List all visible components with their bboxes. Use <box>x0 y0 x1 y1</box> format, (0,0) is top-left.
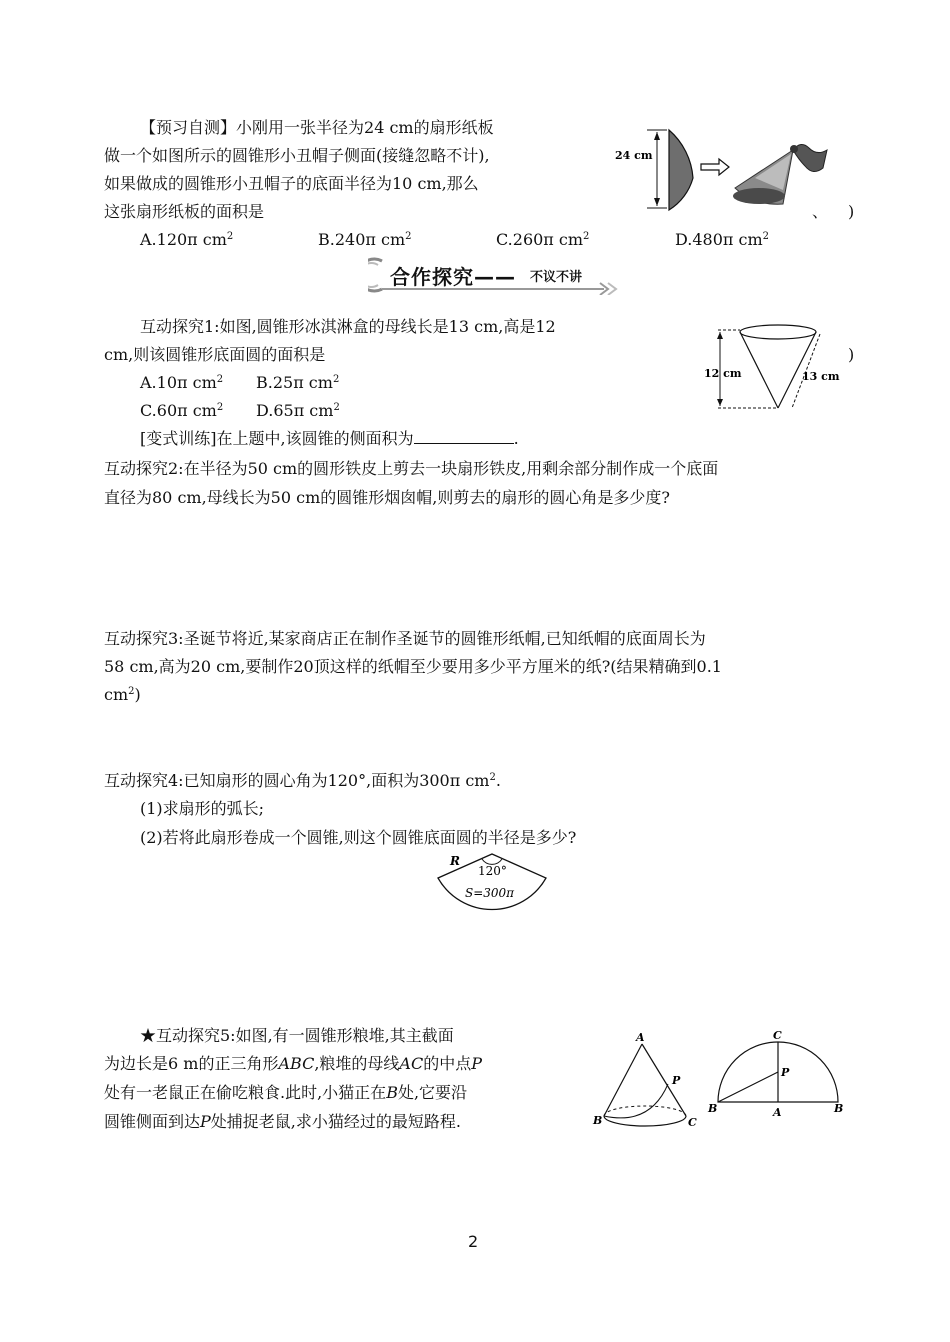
q1-variant: [变式训练]在上题中,该圆锥的侧面积为 . <box>140 429 519 448</box>
q3-line-2: 58 cm,高为20 cm,要制作20顶这样的纸帽至少要用多少平方厘米的纸?(结果精确到0.1 <box>104 657 722 676</box>
cooperative-inquiry-banner <box>368 255 618 295</box>
grain-pile-figure <box>590 1030 850 1140</box>
semi-label-c: C <box>773 1030 782 1042</box>
page-number: 2 <box>468 1232 479 1251</box>
preview-option-d: D.480π $cm^2$ <box>675 230 769 249</box>
height-label: 12 cm <box>704 367 742 380</box>
slant-label: 13 cm <box>802 370 840 383</box>
q1-line-2: cm,则该圆锥形底面圆的面积是 <box>104 345 326 364</box>
preview-line-2: 做一个如图所示的圆锥形小丑帽子侧面(接缝忽略不计), <box>104 146 490 165</box>
preview-option-b: B.240π $cm^2$ <box>318 230 412 249</box>
answer-blank[interactable] <box>414 429 514 444</box>
q5-line-4: 圆锥侧面到达P处捕捉老鼠,求小猫经过的最短路程. <box>104 1112 461 1131</box>
sector-area-label: S=300π <box>465 886 515 900</box>
radius-label: 24 cm <box>615 149 653 162</box>
semi-label-a: A <box>773 1106 782 1119</box>
preview-line-4: 这张扇形纸板的面积是 <box>104 202 265 221</box>
preview-line-1: 【预习自测】小刚用一张半径为24 cm的扇形纸板 <box>140 118 494 137</box>
q1-line-1: 互动探究1:如图,圆锥形冰淇淋盒的母线长是13 cm,高是12 <box>140 317 556 336</box>
sector-120-figure <box>428 850 558 934</box>
preview-heading: 【预习自测】 <box>140 118 237 137</box>
q1-option-b: B.25π $cm^2$ <box>256 373 340 392</box>
sector-cone-figure <box>605 120 830 220</box>
q1-option-a: A.10π $cm^2$ <box>140 373 224 392</box>
q4-line-1: 互动探究4:已知扇形的圆心角为120°,面积为300π $cm^2$. <box>104 771 501 790</box>
preview-option-a: A.120π $cm^2$ <box>140 230 234 249</box>
semi-label-b-right: B <box>834 1102 844 1115</box>
preview-line-3: 如果做成的圆锥形小丑帽子的底面半径为10 cm,那么 <box>104 174 479 193</box>
sector-r-label: R <box>450 854 460 868</box>
q1-paren-right: ) <box>848 345 855 364</box>
cone-label-c: C <box>688 1116 697 1129</box>
q5-line-3: 处有一老鼠正在偷吃粮食.此时,小猫正在B处,它要沿 <box>104 1083 468 1102</box>
preview-paren-right: ) <box>848 202 855 221</box>
q4-sub-2: (2)若将此扇形卷成一个圆锥,则这个圆锥底面圆的半径是多少? <box>140 828 577 847</box>
preview-option-c: C.260π $cm^2$ <box>496 230 590 249</box>
q5-line-2: 为边长是6 m的正三角形ABC,粮堆的母线AC的中点P <box>104 1054 482 1073</box>
banner-title: 合作探究—— <box>390 265 516 289</box>
semi-label-b-left: B <box>708 1102 718 1115</box>
sector-angle-label: 120° <box>478 864 507 878</box>
cone-label-a: A <box>636 1031 645 1044</box>
q2-line-1: 互动探究2:在半径为50 cm的圆形铁皮上剪去一块扇形铁皮,用剩余部分制作成一个底面 <box>104 459 719 478</box>
semi-label-p: P <box>781 1066 790 1079</box>
cone-label-b: B <box>593 1114 603 1127</box>
banner-subtitle: 不议不讲 <box>530 270 583 285</box>
q1-option-c: C.60π $cm^2$ <box>140 401 224 420</box>
cone-label-p: P <box>672 1074 681 1087</box>
arrow-right-icon <box>701 159 729 175</box>
q2-line-2: 直径为80 cm,母线长为50 cm的圆锥形烟囱帽,则剪去的扇形的圆心角是多少度? <box>104 488 670 507</box>
q5-line-1: ★互动探究5:如图,有一圆锥形粮堆,其主截面 <box>140 1026 454 1045</box>
q3-line-3: $cm^2$) <box>104 685 141 704</box>
q3-line-1: 互动探究3:圣诞节将近,某家商店正在制作圣诞节的圆锥形纸帽,已知纸帽的底面周长为 <box>104 629 706 648</box>
q1-option-d: D.65π $cm^2$ <box>256 401 340 420</box>
q4-sub-1: (1)求扇形的弧长; <box>140 799 265 818</box>
preview-paren-left: 、 <box>812 202 829 221</box>
ice-cream-cone-figure <box>700 320 850 416</box>
